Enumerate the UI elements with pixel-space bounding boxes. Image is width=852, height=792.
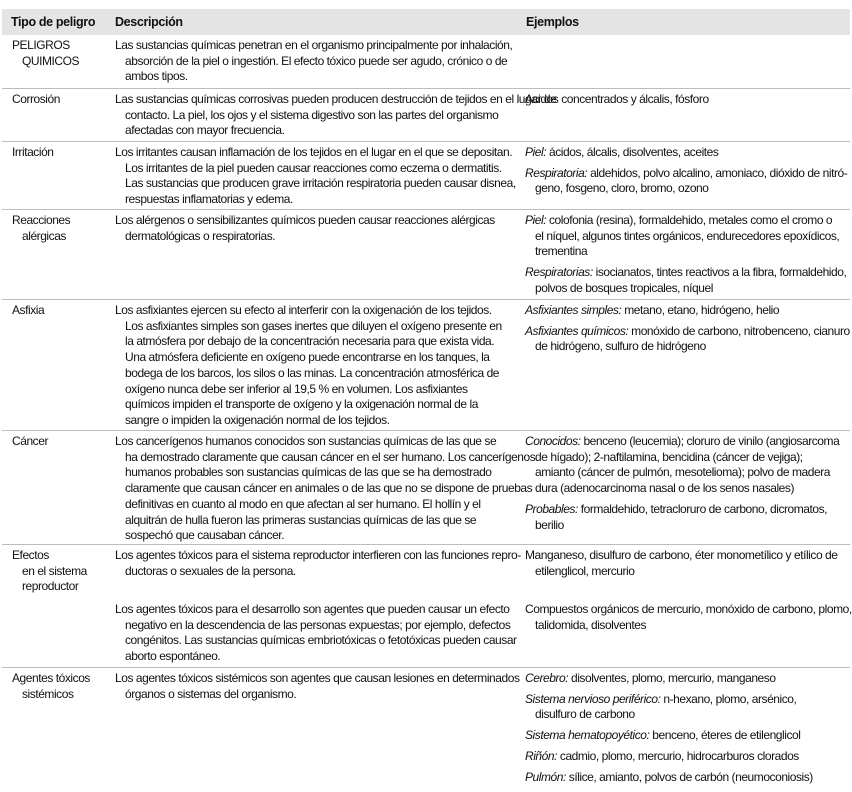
example-line <box>525 145 845 161</box>
hazard-type-line: QUIMICOS <box>22 53 80 68</box>
example-text: isocianatos, tintes reactivos a la fibra, formaldehido, <box>595 265 847 280</box>
description-line: la atmósfera por debajo de la concentración necesaria para que exista vida. <box>125 334 495 349</box>
example-text: dura (adenocarcinoma nasal o de los senos nasales) <box>535 481 795 496</box>
hazard-type-line: sistémicos <box>22 686 74 701</box>
example-line <box>525 181 845 197</box>
row-divider <box>2 430 850 431</box>
description-line: Los agentes tóxicos para el desarrollo son agentes que pueden causar un efecto <box>115 602 510 616</box>
description-line: Los irritantes causan inflamación de los tejidos en el lugar en el que se depositan. <box>115 145 513 159</box>
description-line: Las sustancias químicas corrosivas pueden producen destrucción de tejidos en el lugar de <box>115 92 557 106</box>
example-text: disolventes, plomo, mercurio, manganeso <box>570 671 776 685</box>
description-line: definitivas en cuanto al modo en que afectan al ser humano. El hollín y el <box>125 496 481 511</box>
row-divider <box>2 88 850 89</box>
example-text: colofonia (resina), formaldehido, metales como el cromo o <box>549 213 833 227</box>
example-line <box>525 518 845 534</box>
description-line: Los asfixiantes simples son gases inertes que diluyen el oxígeno presente en <box>125 318 502 333</box>
hazard-type-line: Agentes tóxicos <box>12 671 90 685</box>
description-line: humanos probables son sustancias químicas de las que se ha demostrado <box>125 465 492 480</box>
example-entry <box>525 671 845 687</box>
example-line <box>525 434 845 450</box>
example-line <box>525 339 845 355</box>
example-text: geno, fosgeno, cloro, bromo, ozono <box>535 181 709 196</box>
description-line: Una atmósfera deficiente en oxígeno puede encontrarse en los tanques, la <box>125 350 490 365</box>
example-text: polvos de bosques tropicales, níquel <box>535 280 713 295</box>
example-category-label: Riñón: <box>525 748 557 763</box>
example-line <box>525 602 852 618</box>
example-text: monóxido de carbono, nitrobenceno, cianuro <box>631 323 850 338</box>
description-cell <box>115 602 515 665</box>
example-text: aldehidos, polvo alcalino, amoniaco, dióxido de nitró- <box>590 165 848 180</box>
example-line <box>525 323 850 340</box>
description-line: sangre o impiden la oxigenación normal de los tejidos. <box>125 412 390 427</box>
description-line: dermatológicas o respiratorias. <box>125 228 276 243</box>
example-entry <box>525 548 845 579</box>
description-cell <box>115 213 515 244</box>
hazard-type-line: en el sistema <box>22 563 87 578</box>
example-text: formaldehido, tetracloruro de carbono, dicromatos, <box>580 501 828 516</box>
description-line: Los agentes tóxicos para el sistema reproductor interfieren con las funciones repro- <box>115 548 521 562</box>
example-text: Acidos concentrados y álcalis, fósforo <box>525 92 709 106</box>
example-text: metano, etano, hidrógeno, helio <box>624 303 780 317</box>
examples-cell <box>525 92 845 108</box>
example-entry <box>525 265 845 296</box>
example-line <box>525 229 845 245</box>
hazard-type-cell <box>12 671 90 702</box>
description-line: órganos o sistemas del organismo. <box>125 686 297 701</box>
description-line: aborto espontáneo. <box>125 649 221 664</box>
description-cell <box>115 145 515 208</box>
description-line: Las sustancias químicas penetran en el organismo principalmente por inhalación, <box>115 38 513 52</box>
description-line: químicos impiden el transporte de oxígeno y la oxigenación normal de la <box>125 397 478 412</box>
hazard-type-line: PELIGROS <box>12 38 70 52</box>
example-category-label: Respiratoria: <box>525 165 588 180</box>
example-category-label: Conocidos: <box>525 434 581 448</box>
example-line <box>525 728 845 744</box>
example-text: trementina <box>535 244 588 259</box>
example-text: ácidos, álcalis, disolventes, aceites <box>549 145 719 159</box>
description-cell <box>115 434 536 544</box>
table-header <box>2 9 850 35</box>
example-line <box>525 481 845 497</box>
example-category-label: Piel: <box>525 213 547 227</box>
example-text: talidomida, disolventes <box>535 617 647 632</box>
example-category-label: Sistema nervioso periférico: <box>525 691 661 706</box>
example-text: disulfuro de carbono <box>535 707 635 722</box>
example-line <box>525 244 845 260</box>
example-entry <box>525 434 845 497</box>
hazard-type-line: Asfixia <box>12 303 45 317</box>
hazard-type-line: alérgicas <box>22 228 66 243</box>
hazard-type-line: Cáncer <box>12 434 48 448</box>
example-category-label: Cerebro: <box>525 671 569 685</box>
header-examples: Ejemplos <box>526 15 579 29</box>
hazard-type-cell <box>12 434 48 450</box>
examples-cell <box>525 434 845 533</box>
example-category-label: Piel: <box>525 145 547 159</box>
examples-cell <box>525 213 845 297</box>
example-line <box>525 303 845 319</box>
row-divider <box>2 667 850 668</box>
example-line <box>525 749 845 765</box>
examples-cell <box>525 548 845 579</box>
example-line <box>525 265 845 281</box>
description-line: negativo en la descendencia de las personas expuestas; por ejemplo, defectos <box>125 617 511 632</box>
example-entry <box>525 323 850 355</box>
example-entry <box>525 728 845 744</box>
example-text: de hidrógeno, sulfuro de hidrógeno <box>535 339 706 354</box>
hazard-type-line: reproductor <box>22 579 79 594</box>
example-entry <box>525 165 848 197</box>
example-category-label: Probables: <box>525 501 578 516</box>
description-line: claramente que causan cáncer en animales o de las que no se dispone de pruebas <box>125 481 533 496</box>
hazard-type-cell <box>12 303 44 319</box>
description-line: bodega de los barcos, los silos o las minas. La concentración atmosférica de <box>125 365 500 380</box>
example-line <box>525 671 845 687</box>
example-entry <box>525 749 845 765</box>
description-cell <box>115 303 515 429</box>
description-line: ductoras o sexuales de la persona. <box>125 563 296 578</box>
example-line <box>525 692 845 708</box>
header-description: Descripción <box>115 15 183 29</box>
row-divider <box>2 209 850 210</box>
example-category-label: Respiratorias: <box>525 265 593 280</box>
description-line: Las sustancias que producen grave irritación respiratoria pueden causar disnea, <box>125 176 516 191</box>
description-line: alquitrán de hulla fueron las primeras sustancias químicas de las que se <box>125 512 477 527</box>
example-text: Manganeso, disulfuro de carbono, éter monometílico y etílico de <box>525 548 838 562</box>
description-line: Los irritantes de la piel pueden causar reacciones como eczema o dermatitis. <box>125 160 502 175</box>
description-line: Los cancerígenos humanos conocidos son sustancias químicas de las que se <box>115 434 497 448</box>
description-line: contacto. La piel, los ojos y el sistema digestivo son las partes del organismo <box>125 107 499 122</box>
examples-cell <box>525 602 852 633</box>
example-line <box>525 465 845 481</box>
example-text: n-hexano, plomo, arsénico, <box>663 691 797 706</box>
hazard-type-cell <box>12 92 60 108</box>
row-divider <box>2 141 850 142</box>
example-line <box>525 450 845 466</box>
example-line <box>525 213 845 229</box>
examples-cell <box>525 145 848 197</box>
example-line <box>525 564 845 580</box>
example-entry <box>525 303 845 319</box>
example-entry <box>525 770 845 786</box>
example-category-label: Asfixiantes simples: <box>525 303 622 317</box>
example-entry <box>525 213 845 260</box>
description-line: Los asfixiantes ejercen su efecto al interferir con la oxigenación de los tejidos. <box>115 303 492 317</box>
example-category-label: Pulmón: <box>525 769 566 784</box>
example-line <box>525 548 845 564</box>
example-line <box>525 165 848 182</box>
hazard-type-line: Efectos <box>12 548 49 562</box>
example-text: etilenglicol, mercurio <box>535 563 635 578</box>
example-text: amianto (cáncer de pulmón, mesotelioma); polvo de madera <box>535 465 830 480</box>
example-line <box>525 770 845 786</box>
hazard-type-line: Corrosión <box>12 92 60 106</box>
header-type: Tipo de peligro <box>11 15 96 29</box>
example-line <box>525 707 845 723</box>
example-text: benceno, éteres de etilenglicol <box>652 728 801 743</box>
description-cell <box>115 671 520 702</box>
example-category-label: Sistema hematopoyético: <box>525 728 650 743</box>
example-text: sílice, amianto, polvos de carbón (neumoconiosis) <box>568 769 813 784</box>
description-line: sospechó que causaban cáncer. <box>125 528 285 543</box>
hazard-type-cell <box>12 213 70 244</box>
hazard-type-line: Reacciones <box>12 213 71 227</box>
description-line: absorción de la piel o ingestión. El efecto tóxico puede ser agudo, crónico o de <box>125 53 508 68</box>
hazard-type-cell <box>12 145 54 161</box>
example-text: berilio <box>535 517 564 532</box>
example-line <box>525 92 845 108</box>
example-entry <box>525 145 845 161</box>
hazard-type-line: Irritación <box>12 145 54 159</box>
row-divider <box>2 544 850 545</box>
hazard-type-cell <box>12 548 87 595</box>
description-line: ambos tipos. <box>125 69 188 84</box>
example-entry <box>525 502 845 533</box>
example-line <box>525 618 845 634</box>
example-entry <box>525 602 852 633</box>
example-text: benceno (leucemia); cloruro de vinilo (angiosarcoma <box>583 434 840 448</box>
example-text: de hígado); 2-naftilamina, bencidina (cáncer de vejiga); <box>535 449 803 464</box>
example-entry <box>525 92 845 108</box>
example-entry <box>525 692 845 723</box>
description-line: Los agentes tóxicos sistémicos son agentes que causan lesiones en determinados <box>115 671 520 685</box>
example-text: el níquel, algunos tintes orgánicos, endurecedores epoxídicos, <box>535 228 840 243</box>
hazard-type-cell <box>12 38 79 69</box>
example-line <box>525 502 845 518</box>
description-cell <box>115 38 515 85</box>
row-divider <box>2 299 850 300</box>
description-cell <box>115 92 557 139</box>
example-text: cadmio, plomo, mercurio, hidrocarburos clorados <box>559 748 799 763</box>
examples-cell <box>525 303 850 355</box>
examples-cell <box>525 671 845 785</box>
example-category-label: Asfixiantes químicos: <box>525 323 629 338</box>
description-line: ha demostrado claramente que causan cáncer en el ser humano. Los cancerígenos <box>125 449 536 464</box>
description-line: congénitos. Las sustancias químicas embriotóxicas o fetotóxicas pueden causar <box>125 633 517 648</box>
example-text: Compuestos orgánicos de mercurio, monóxido de carbono, plomo, <box>525 602 852 616</box>
description-line: afectadas con mayor frecuencia. <box>125 123 285 138</box>
description-line: respuestas inflamatorias y edema. <box>125 192 293 207</box>
example-line <box>525 281 845 297</box>
description-line: oxígeno nunca debe ser inferior al 19,5 % en volumen. Los asfixiantes <box>125 381 468 396</box>
description-cell <box>115 548 521 579</box>
description-line: Los alérgenos o sensibilizantes químicos pueden causar reacciones alérgicas <box>115 213 495 227</box>
